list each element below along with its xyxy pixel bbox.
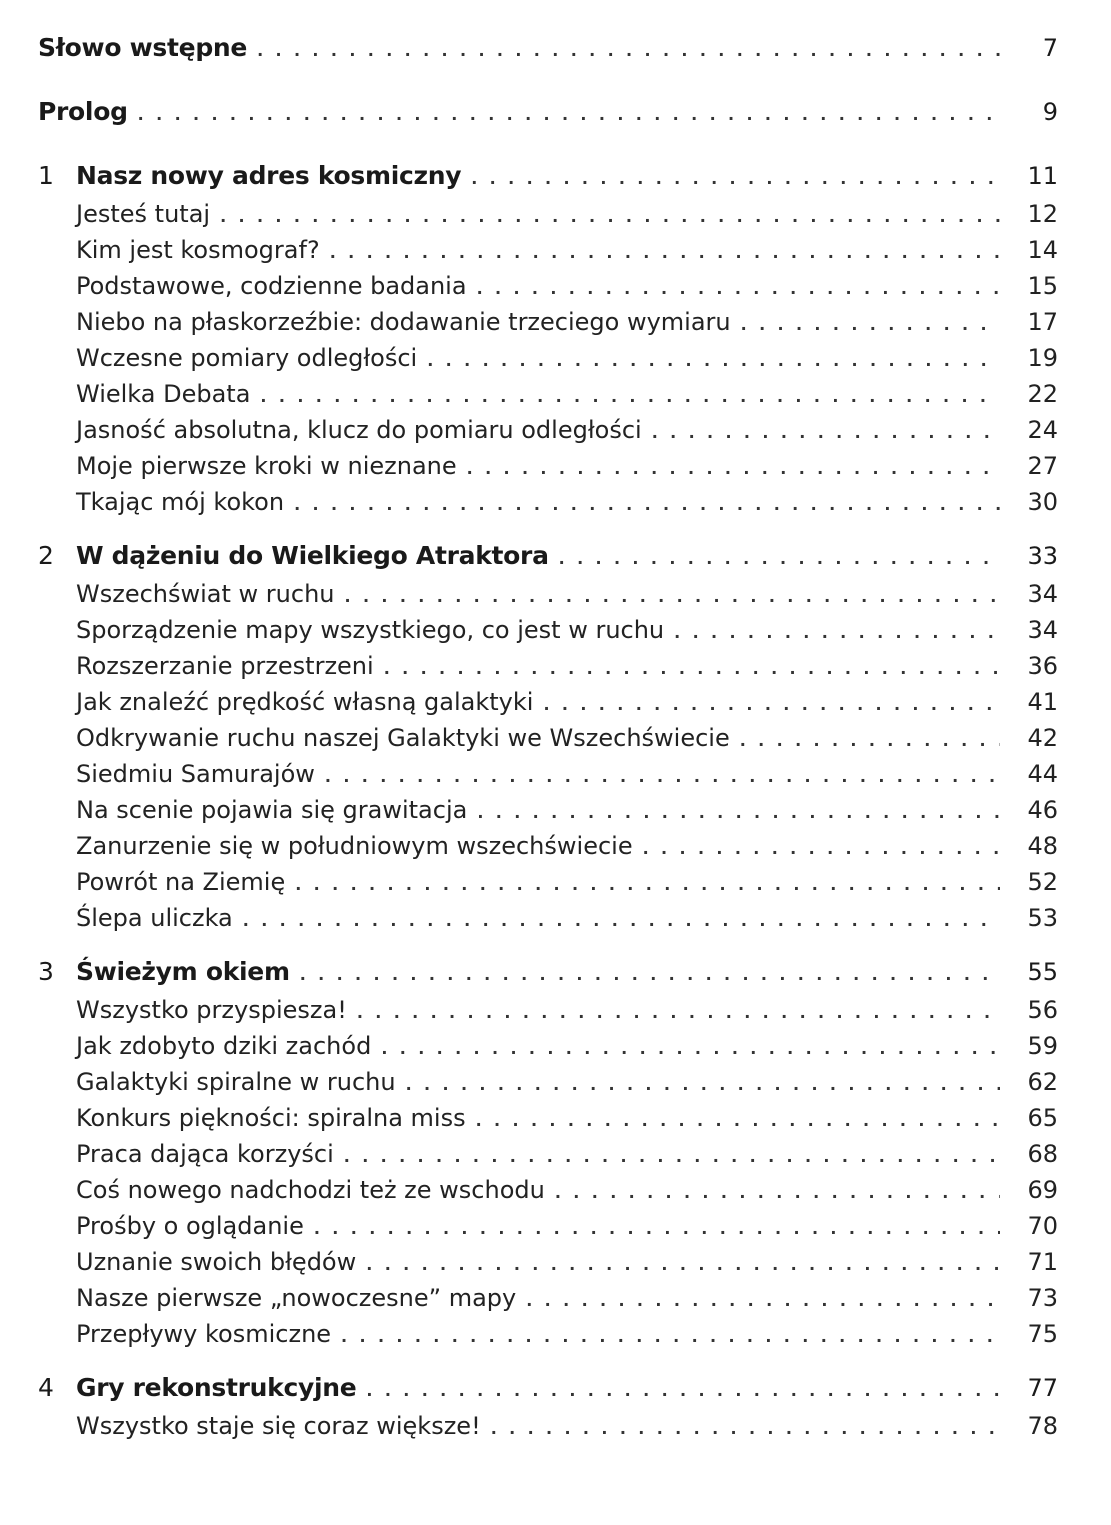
dot-leader <box>314 1211 1000 1247</box>
toc-entry-row <box>38 448 1058 484</box>
dot-leader <box>300 955 1000 995</box>
dot-leader <box>325 759 1000 795</box>
toc-entry-row <box>38 720 1058 756</box>
toc-entry-row <box>38 232 1058 268</box>
entry-title: Jesteś tutaj <box>76 200 211 228</box>
chapter-number: 4 <box>38 1373 54 1402</box>
toc-page-number: 34 <box>1027 580 1058 608</box>
entry-title: Siedmiu Samurajów <box>76 760 315 788</box>
toc-page-number: 41 <box>1027 688 1058 716</box>
toc-page-number: 75 <box>1027 1320 1058 1348</box>
entry-title: Konkurs piękności: spiralna miss <box>76 1104 466 1132</box>
dot-leader <box>526 1283 1000 1319</box>
toc-entry-row <box>38 1408 1058 1444</box>
toc-page-number: 73 <box>1027 1284 1058 1312</box>
entry-title: Podstawowe, codzienne badania <box>76 272 467 300</box>
entry-title: Praca dająca korzyści <box>76 1140 334 1168</box>
toc-page-number: 19 <box>1027 344 1058 372</box>
toc-page-number: 56 <box>1027 996 1058 1024</box>
entry-title: Nasze pierwsze „nowoczesne” mapy <box>76 1284 517 1312</box>
entry-title: Przepływy kosmiczne <box>76 1320 332 1348</box>
entry-title: Wszystko staje się coraz większe! <box>76 1412 481 1440</box>
toc-entry-row <box>38 992 1058 1028</box>
dot-leader <box>381 1031 1000 1067</box>
toc-page-number: 34 <box>1027 616 1058 644</box>
toc-entry-row <box>38 1100 1058 1136</box>
chapter-title: Nasz nowy adres kosmiczny <box>76 161 462 190</box>
entry-title: Jak zdobyto dziki zachód <box>76 1032 372 1060</box>
toc-entry-row <box>38 1244 1058 1280</box>
dot-leader <box>740 723 1000 759</box>
dot-leader <box>467 451 1000 487</box>
toc-page-number: 44 <box>1027 760 1058 788</box>
toc-chapter-row <box>38 156 1058 196</box>
entry-title: Zanurzenie się w południowym wszechświecie <box>76 832 633 860</box>
entry-title: Sporządzenie mapy wszystkiego, co jest w ruchu <box>76 616 665 644</box>
table-of-contents <box>38 28 1058 1444</box>
toc-page-number: 65 <box>1027 1104 1058 1132</box>
toc-page-number: 69 <box>1027 1176 1058 1204</box>
dot-leader <box>295 867 1000 903</box>
toc-entry-row <box>38 484 1058 520</box>
toc-page-number: 59 <box>1027 1032 1058 1060</box>
entry-title: Coś nowego nadchodzi też ze wschodu <box>76 1176 545 1204</box>
toc-page-number: 7 <box>1042 34 1058 62</box>
toc-front-row <box>38 28 1058 68</box>
toc-page-number: 70 <box>1027 1212 1058 1240</box>
toc-page-number: 42 <box>1027 724 1058 752</box>
entry-title: Wielka Debata <box>76 380 251 408</box>
chapter-title: Świeżym okiem <box>76 957 290 986</box>
dot-leader <box>477 795 1000 831</box>
dot-leader <box>260 379 1000 415</box>
toc-entry-row <box>38 1028 1058 1064</box>
toc-entry-row <box>38 792 1058 828</box>
chapter-number: 3 <box>38 957 54 986</box>
entry-title: Niebo na płaskorzeźbie: dodawanie trzeciego wymiaru <box>76 308 731 336</box>
entry-title: Tkając mój kokon <box>76 488 285 516</box>
entry-title: Moje pierwsze kroki w nieznane <box>76 452 457 480</box>
toc-page-number: 52 <box>1027 868 1058 896</box>
dot-leader <box>344 1139 1000 1175</box>
entry-title: Wszystko przyspiesza! <box>76 996 347 1024</box>
toc-page-number: 30 <box>1027 488 1058 516</box>
toc-chapter-row <box>38 536 1058 576</box>
dot-leader <box>384 651 1000 687</box>
entry-title: Powrót na Ziemię <box>76 868 286 896</box>
dot-leader <box>491 1411 1000 1447</box>
chapter-number: 1 <box>38 161 54 190</box>
entry-title: Wczesne pomiary odległości <box>76 344 418 372</box>
toc-page-number: 27 <box>1027 452 1058 480</box>
dot-leader <box>427 343 1000 379</box>
dot-leader <box>220 199 1000 235</box>
entry-title: Uznanie swoich błędów <box>76 1248 357 1276</box>
toc-page-number: 71 <box>1027 1248 1058 1276</box>
toc-page-number: 77 <box>1027 1374 1058 1402</box>
dot-leader <box>555 1175 1000 1211</box>
entry-title: Wszechświat w ruchu <box>76 580 335 608</box>
dot-leader <box>643 831 1000 867</box>
entry-title: Odkrywanie ruchu naszej Galaktyki we Wszechświecie <box>76 724 730 752</box>
dot-leader <box>674 615 1000 651</box>
toc-page-number: 46 <box>1027 796 1058 824</box>
entry-title: Rozszerzanie przestrzeni <box>76 652 374 680</box>
toc-entry-row <box>38 612 1058 648</box>
entry-title: Ślepa uliczka <box>76 904 233 932</box>
dot-leader <box>471 159 1000 199</box>
toc-chapter-row <box>38 952 1058 992</box>
dot-leader <box>366 1247 1000 1283</box>
toc-entry-row <box>38 828 1058 864</box>
toc-page-number: 62 <box>1027 1068 1058 1096</box>
toc-entry-row <box>38 900 1058 936</box>
chapter-title: W dążeniu do Wielkiego Atraktora <box>76 541 549 570</box>
dot-leader <box>357 995 1000 1031</box>
toc-page-number: 9 <box>1042 98 1058 126</box>
dot-leader <box>476 1103 1000 1139</box>
dot-leader <box>341 1319 1000 1355</box>
toc-entry-row <box>38 756 1058 792</box>
dot-leader <box>652 415 1000 451</box>
entry-title: Jasność absolutna, klucz do pomiaru odległości <box>76 416 642 444</box>
toc-page-number: 33 <box>1027 542 1058 570</box>
toc-entry-row <box>38 864 1058 900</box>
dot-leader <box>559 539 1000 579</box>
toc-page-number: 55 <box>1027 958 1058 986</box>
dot-leader <box>477 271 1000 307</box>
toc-page-number: 22 <box>1027 380 1058 408</box>
toc-entry-row <box>38 576 1058 612</box>
dot-leader <box>294 487 1000 523</box>
toc-entry-row <box>38 648 1058 684</box>
toc-entry-row <box>38 1208 1058 1244</box>
toc-page-number: 48 <box>1027 832 1058 860</box>
toc-page-number: 17 <box>1027 308 1058 336</box>
toc-page-number: 53 <box>1027 904 1058 932</box>
toc-page-number: 68 <box>1027 1140 1058 1168</box>
toc-chapter-row <box>38 1368 1058 1408</box>
toc-entry-row <box>38 376 1058 412</box>
dot-leader <box>406 1067 1000 1103</box>
dot-leader <box>345 579 1000 615</box>
toc-page-number: 14 <box>1027 236 1058 264</box>
entry-title: Na scenie pojawia się grawitacja <box>76 796 468 824</box>
toc-entry-row <box>38 304 1058 340</box>
toc-entry-row <box>38 684 1058 720</box>
toc-page-number: 12 <box>1027 200 1058 228</box>
toc-front-row <box>38 92 1058 132</box>
chapter-title: Gry rekonstrukcyjne <box>76 1373 357 1402</box>
entry-title: Kim jest kosmograf? <box>76 236 320 264</box>
dot-leader <box>366 1371 1000 1411</box>
dot-leader <box>243 903 1000 939</box>
toc-page-number: 11 <box>1027 162 1058 190</box>
chapter-number: 2 <box>38 541 54 570</box>
dot-leader <box>257 31 1000 71</box>
dot-leader <box>543 687 1000 723</box>
entry-title: Galaktyki spiralne w ruchu <box>76 1068 396 1096</box>
toc-entry-row <box>38 196 1058 232</box>
toc-page-number: 36 <box>1027 652 1058 680</box>
dot-leader <box>330 235 1000 271</box>
toc-entry-row <box>38 1280 1058 1316</box>
toc-front-title: Prolog <box>38 97 128 126</box>
toc-entry-row <box>38 1136 1058 1172</box>
dot-leader <box>138 95 1000 135</box>
toc-entry-row <box>38 1316 1058 1352</box>
toc-entry-row <box>38 412 1058 448</box>
toc-entry-row <box>38 268 1058 304</box>
toc-page-number: 78 <box>1027 1412 1058 1440</box>
toc-page-number: 15 <box>1027 272 1058 300</box>
entry-title: Prośby o oglądanie <box>76 1212 304 1240</box>
entry-title: Jak znaleźć prędkość własną galaktyki <box>76 688 534 716</box>
toc-entry-row <box>38 340 1058 376</box>
toc-front-title: Słowo wstępne <box>38 33 248 62</box>
dot-leader <box>741 307 1000 343</box>
toc-page-number: 24 <box>1027 416 1058 444</box>
toc-entry-row <box>38 1172 1058 1208</box>
toc-entry-row <box>38 1064 1058 1100</box>
